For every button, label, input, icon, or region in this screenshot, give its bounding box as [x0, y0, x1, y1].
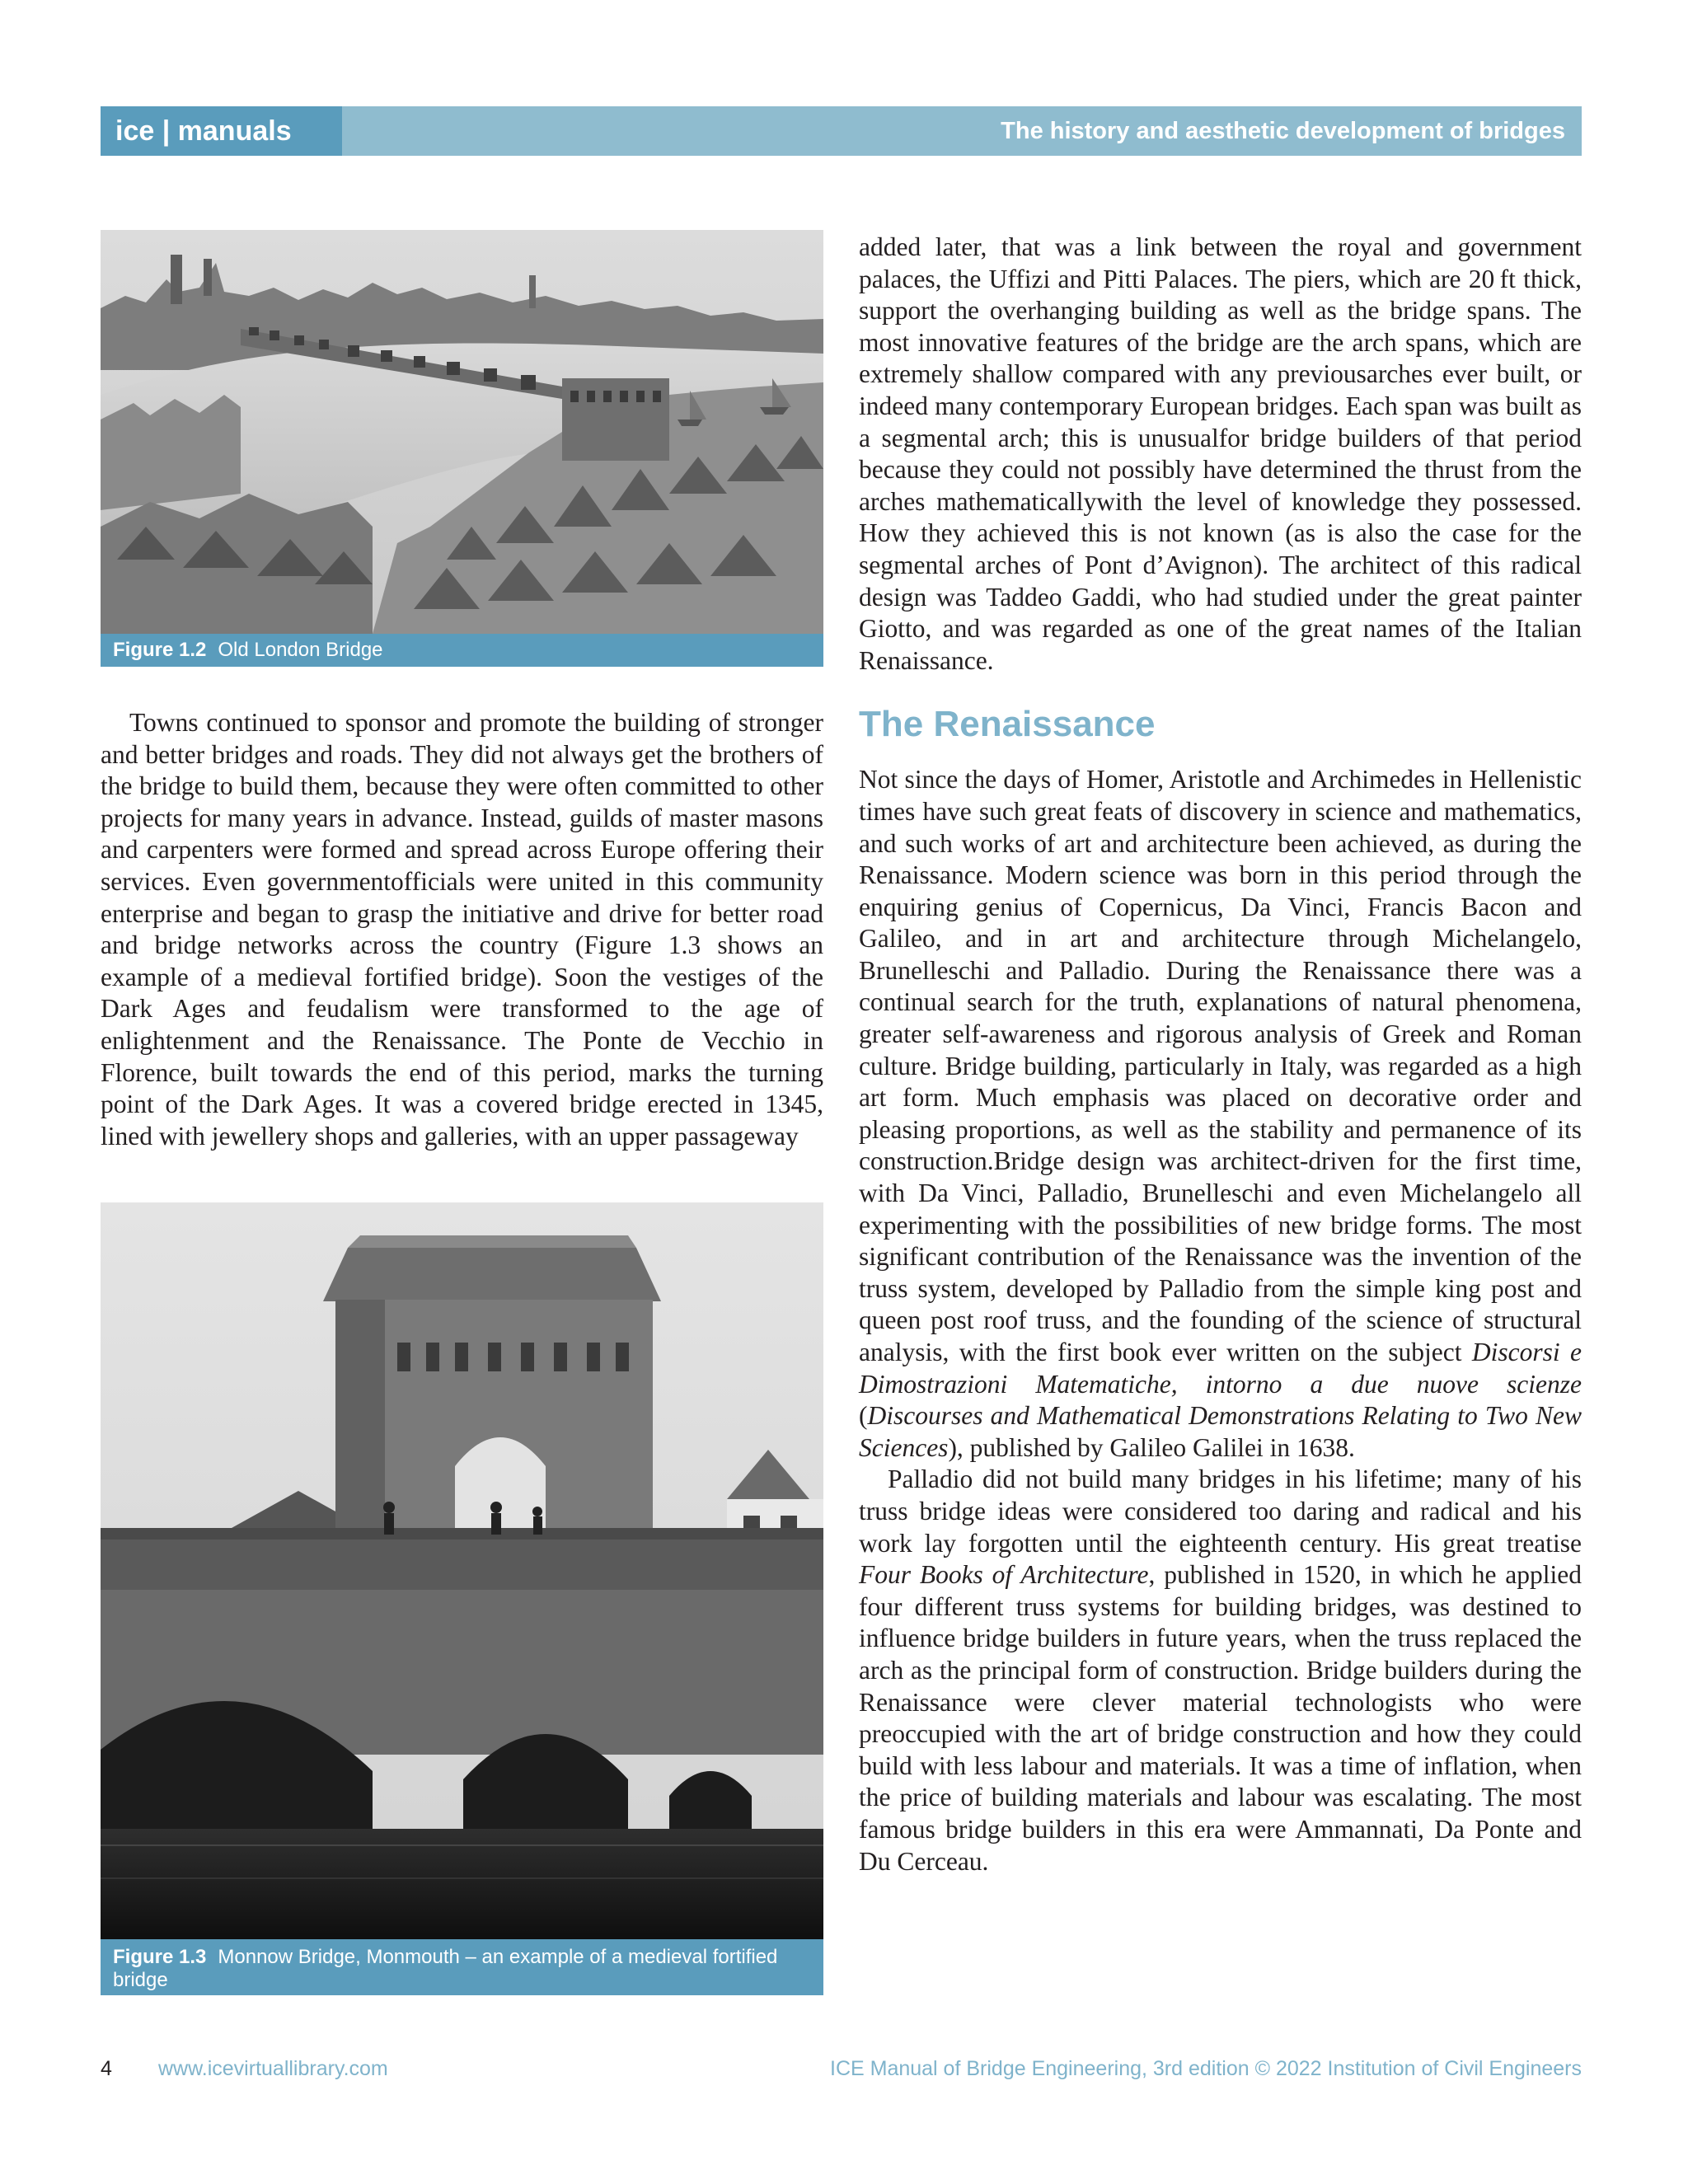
paragraph-text: ), published by Galileo Galilei in 1638.	[948, 1432, 1355, 1462]
paragraph-text: , published in 1520, in which he applied four different truss systems for building bridges, was destined to influence bridge builders in future years, when the truss replaced the arch as the principal form of construction. Bridge builders during the Renaissance were clever material technologists who were preoccupied with the art of bridge construction and how they could build with less labour and materials. It was a time of inflation, when the price of building materials and labour was escalating. The most famous bridge builders in this era were Ammannati, Da Ponte and Du Cerceau.	[859, 1560, 1582, 1876]
section-heading: The Renaissance	[859, 704, 1156, 745]
right-column	[859, 232, 1582, 1877]
figure-1-3-caption	[101, 1939, 823, 1995]
monnow-bridge-image	[101, 1202, 823, 1939]
old-london-bridge-image	[101, 230, 823, 634]
brand-label: ice | manuals	[101, 106, 342, 156]
figure-1-3-label: Figure 1.3	[113, 1946, 207, 1968]
running-header	[101, 106, 1582, 156]
paragraph-text: Not since the days of Homer, Aristotle and Archimedes in Hellenistic times have such great feats of discovery in science and mathematics, and such works of art and architecture been achieved, as during the Renaissance. Modern science was born in this period through the enquiring genius of Copernicus, Da Vinci, Francis Bacon and Galileo, and in art and architecture through Michelangelo, Brunelleschi and Palladio. During the Renaissance there was a continual search for the truth, explanations of natural phenomena, greater self-awareness and rigorous analysis of Greek and Roman culture. Bridge building, particularly in Italy, was regarded as a high art form. Much emphasis was placed on decorative order and pleasing proportions, as well as the stability and permanence of its construction.Bridge design was architect-driven for the first time, with Da Vinci, Palladio, Brunelleschi and even Michelangelo all experimenting with the possibilities of new bridge forms. The most significant contribution of the Renaissance was the invention of the truss system, developed by Palladio from the simple king post and queen post roof truss, and the founding of the science of structural analysis, with the first book ever written on the subject	[859, 765, 1582, 1366]
paragraph-text: Palladio did not build many bridges in his lifetime; many of his truss bridge ideas were considered too daring and radical and his work lay forgotten until the eighteenth century. His great treatise	[859, 1465, 1582, 1558]
paragraph: Towns continued to sponsor and promote the building of stronger and better bridges and roads. They did not always get the brothers of the bridge to build them, because they were often committed to other projects for many years in advance. Instead, guilds of master masons and carpenters were formed and spread across Europe offering their services. Even governmentofficials were united in this community enterprise and began to grasp the initiative and drive for better road and bridge networks across the country (Figure 1.3 shows an example of a medieval fortified bridge). Soon the vestiges of the Dark Ages and feudalism were transformed to the age of enlightenment and the Renaissance. The Ponte de Vecchio in Florence, built towards the end of this period, marks the turning point of the Dark Ages. It was a covered bridge erected in 1345, lined with jewellery shops and galleries, with an upper passageway	[101, 708, 823, 1151]
footer-url-link[interactable]: www.icevirtuallibrary.com	[158, 2057, 388, 2080]
page-number: 4	[101, 2057, 112, 2080]
figure-1-2-caption-text: Old London Bridge	[218, 639, 383, 661]
footer-copyright: ICE Manual of Bridge Engineering, 3rd edition © 2022 Institution of Civil Engineers	[830, 2057, 1582, 2080]
figure-1-2	[101, 230, 823, 667]
book-title: Discourses and Mathematical Demonstrations Relating to Two New Sciences	[859, 1401, 1582, 1462]
figure-1-2-label: Figure 1.2	[113, 639, 207, 661]
left-column	[101, 707, 823, 1152]
figure-1-3	[101, 1202, 823, 1995]
book-title: Discorsi e Dimostrazioni Matematiche, intorno a due nuove scienze	[859, 1338, 1582, 1399]
paragraph	[859, 764, 1582, 1464]
figure-1-3-caption-text: Monnow Bridge, Monmouth – an example of a medieval fortified bridge	[113, 1946, 778, 1991]
paragraph	[859, 1464, 1582, 1877]
figure-1-2-caption	[101, 634, 823, 667]
book-title: Four Books of Architecture	[859, 1560, 1149, 1590]
chapter-title: The history and aesthetic development of bridges	[1001, 118, 1565, 144]
paragraph-text: (	[859, 1401, 868, 1431]
paragraph: added later, that was a link between the royal and government palaces, the Uffizi and Pitti Palaces. The piers, which are 20 ft thick, support the overhanging building as well as the bridge spans. The most innovative features of the bridge are the arch spans, which are extremely shallow compared with any previousarches ever built, or indeed many contemporary European bridges. Each span was built as a segmental arch; this is unusualfor bridge builders of that period because they could not possibly have determined the thrust from the arches mathematicallywith the level of knowledge they possessed. How they achieved this is not known (as is also the case for the segmental arches of Pont d’Avignon). The architect of this radical design was Taddeo Gaddi, who had studied under the great painter Giotto, and was regarded as one of the great names of the Italian Renaissance.	[859, 232, 1582, 675]
